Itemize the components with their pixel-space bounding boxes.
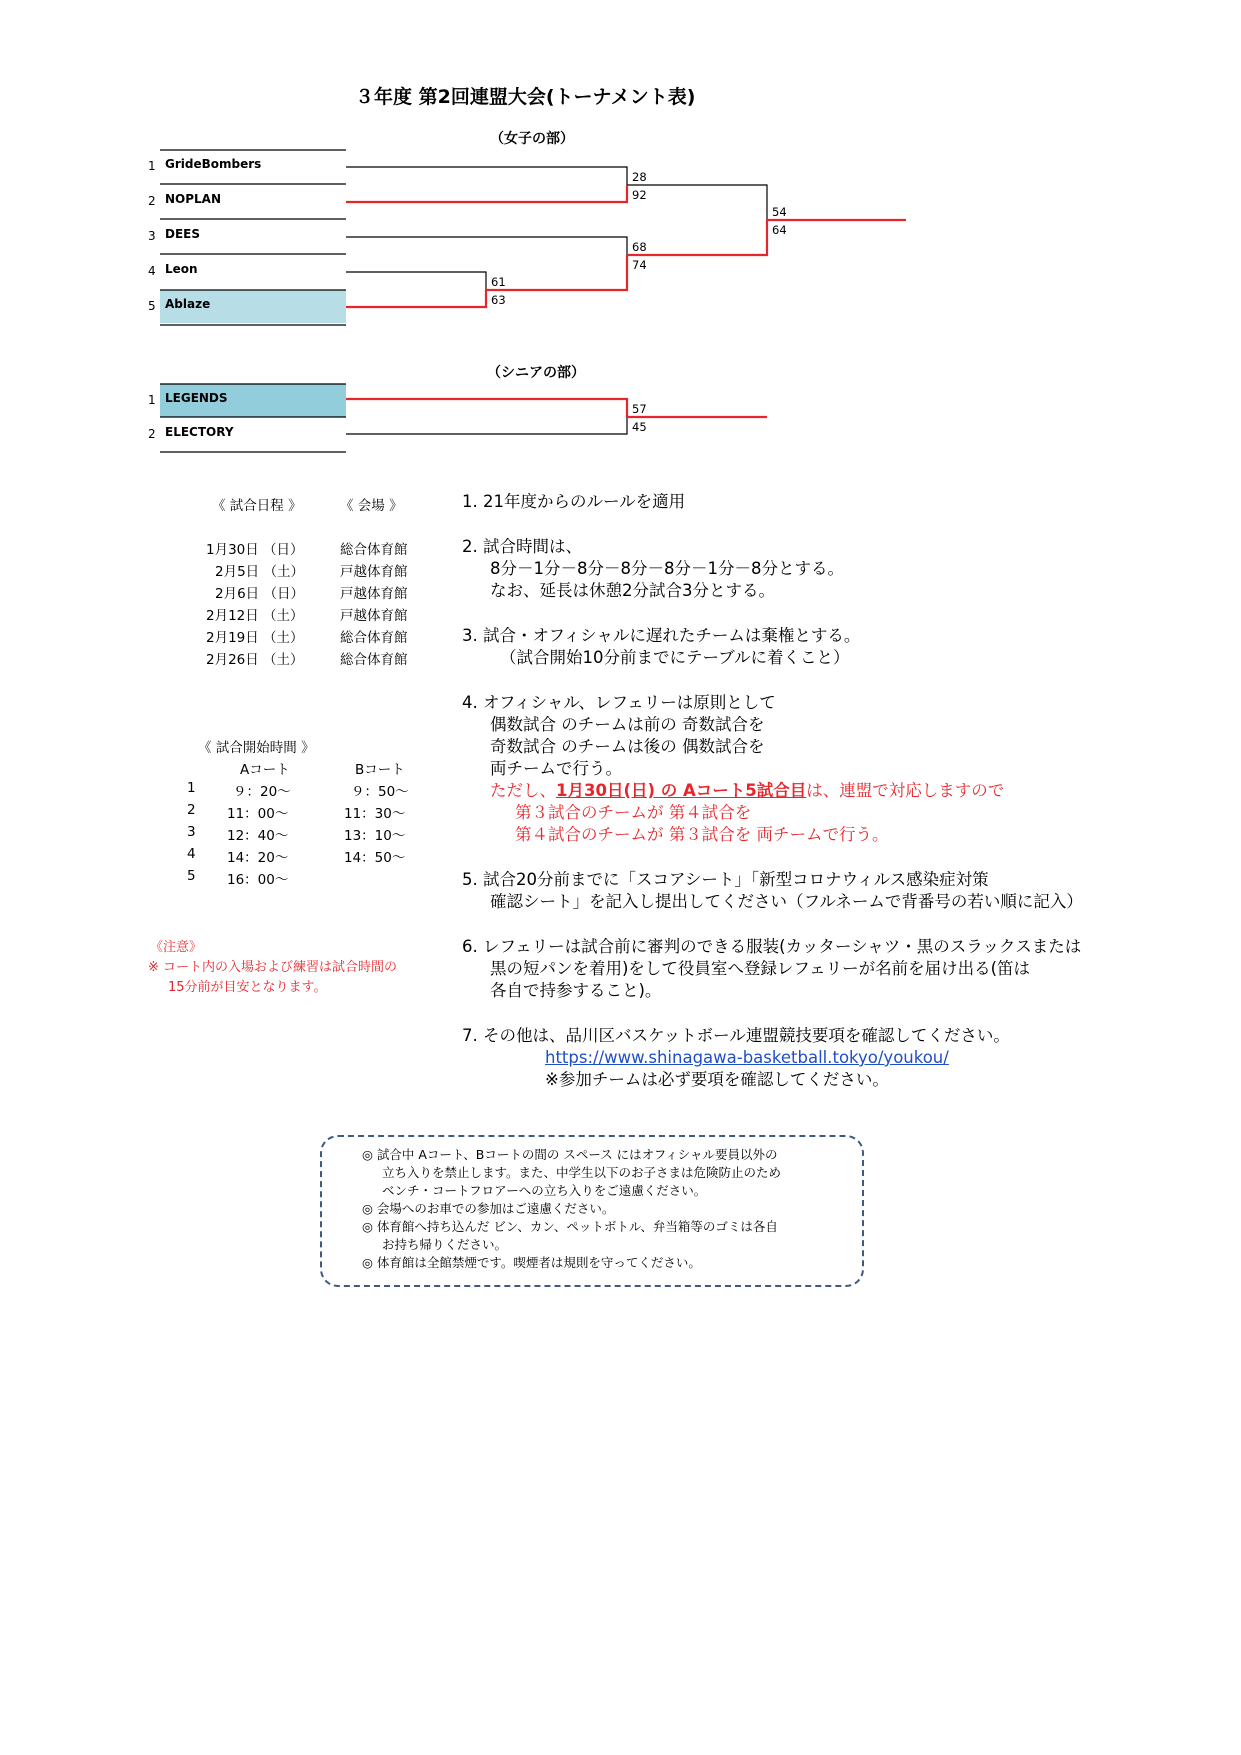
start-times-header: 《 試合開始時間 》 — [198, 740, 315, 756]
rule-4-exception-suffix: は、連盟で対応しますので — [806, 781, 1005, 800]
rule-4-exception-text: 第３試合のチームが 第４試合を — [515, 803, 752, 822]
score-label: 92 — [632, 188, 647, 202]
rule-5-text: 確認シート」を記入し提出してください（フルネームで背番号の若い順に記入） — [490, 892, 1083, 911]
score-label: 45 — [632, 420, 647, 434]
score-label: 74 — [632, 258, 647, 272]
rule-2: 2. 試合時間は、 — [462, 537, 582, 556]
page-title: ３年度 第2回連盟大会(トーナメント表) — [355, 86, 696, 108]
team-name: Leon — [165, 262, 198, 276]
rule-6-text: 各自で持参すること)。 — [490, 981, 662, 1000]
game-number: 3 — [187, 824, 196, 840]
notice-line: 立ち入りを禁止します。また、中学生以下のお子さまは危険防止のため — [382, 1165, 782, 1180]
rule-4-text: 両チームで行う。 — [490, 759, 622, 778]
team-seed: 2 — [148, 427, 156, 441]
schedule-venue: 戸越体育館 — [340, 564, 408, 580]
game-number: 1 — [187, 780, 196, 796]
court-a-time: 16：00～ — [227, 872, 289, 888]
team-seed: 1 — [148, 393, 156, 407]
court-a-header: Aコート — [240, 762, 290, 778]
schedule-date: 2月6日 （日） — [215, 586, 304, 602]
rule-2-text: なお、延長は休憩2分試合3分とする。 — [490, 581, 775, 600]
schedule-date: 2月19日 （土） — [206, 630, 304, 646]
rule-4: 4. オフィシャル、レフェリーは原則として — [462, 693, 776, 712]
team-seed: 2 — [148, 194, 156, 208]
rule-4-text: 奇数試合 のチームは後の 偶数試合を — [490, 737, 765, 756]
court-a-time: 14：20～ — [227, 850, 289, 866]
rule-4-exception — [490, 780, 1004, 802]
schedule-venue: 総合体育館 — [340, 542, 408, 558]
caution-header: 《注意》 — [150, 940, 203, 955]
court-b-time: ９：50～ — [351, 784, 409, 800]
caution-text: ※ コート内の入場および練習は試合時間の — [148, 960, 398, 975]
notice-line: ◎ 体育館へ持ち込んだ ビン、カン、ペットボトル、弁当箱等のゴミは各自 — [362, 1219, 778, 1234]
score-label: 28 — [632, 170, 647, 184]
court-b-time: 11：30～ — [344, 806, 406, 822]
rule-7-text: ※参加チームは必ず要項を確認してください。 — [545, 1070, 889, 1089]
team-seed: 1 — [148, 159, 156, 173]
team-seed: 5 — [148, 299, 156, 313]
team-name: NOPLAN — [165, 192, 222, 206]
schedule-venue-header: 《 会場 》 — [340, 498, 403, 514]
schedule-date: 2月12日 （土） — [206, 608, 304, 624]
senior-bracket-lines — [0, 370, 1241, 460]
notice-line: お持ち帰りください。 — [382, 1237, 508, 1252]
score-label: 57 — [632, 402, 647, 416]
rule-3-text: （試合開始10分前までにテーブルに着くこと） — [500, 648, 850, 667]
score-label: 68 — [632, 240, 647, 254]
senior-heading: （シニアの部） — [487, 365, 585, 381]
rule-4-exception-prefix: ただし、 — [490, 781, 556, 800]
caution-text: 15分前が目安となります。 — [168, 980, 327, 995]
game-number: 5 — [187, 868, 196, 884]
score-label: 64 — [772, 223, 787, 237]
rules-url-link[interactable]: https://www.shinagawa-basketball.tokyo/youkou/ — [545, 1048, 949, 1067]
game-number: 4 — [187, 846, 196, 862]
women-heading: （女子の部） — [490, 131, 574, 147]
schedule-venue: 総合体育館 — [340, 630, 408, 646]
court-a-time: 12：40～ — [227, 828, 289, 844]
team-name: Ablaze — [165, 297, 211, 311]
schedule-date: 1月30日 （日） — [206, 542, 304, 558]
schedule-venue: 総合体育館 — [340, 652, 408, 668]
schedule-venue: 戸越体育館 — [340, 608, 408, 624]
rule-3: 3. 試合・オフィシャルに遅れたチームは棄権とする。 — [462, 626, 861, 645]
court-b-time: 13：10～ — [344, 828, 406, 844]
court-a-time: 11：00～ — [227, 806, 289, 822]
rule-5: 5. 試合20分前までに「スコアシート」「新型コロナウィルス感染症対策 — [462, 870, 989, 889]
team-name: LEGENDS — [165, 391, 228, 405]
notice-line: ◎ 会場へのお車での参加はご遠慮ください。 — [362, 1201, 615, 1216]
team-name: GrideBombers — [165, 157, 262, 171]
court-a-time: ９：20～ — [233, 784, 291, 800]
rule-6: 6. レフェリーは試合前に審判のできる服装(カッターシャツ・黒のスラックスまたは — [462, 937, 1082, 956]
score-label: 61 — [491, 275, 506, 289]
schedule-date-header: 《 試合日程 》 — [212, 498, 302, 514]
team-seed: 4 — [148, 264, 156, 278]
team-name: DEES — [165, 227, 200, 241]
game-number: 2 — [187, 802, 196, 818]
notice-line: ベンチ・コートフロアーへの立ち入りをご遠慮ください。 — [382, 1183, 707, 1198]
schedule-venue: 戸越体育館 — [340, 586, 408, 602]
schedule-date: 2月26日 （土） — [206, 652, 304, 668]
rule-4-exception-date: 1月30日(日) の Aコート5試合目 — [556, 781, 807, 800]
rule-4-exception-text: 第４試合のチームが 第３試合を 両チームで行う。 — [515, 825, 889, 844]
notice-line: ◎ 体育館は全館禁煙です。喫煙者は規則を守ってください。 — [362, 1255, 701, 1270]
notice-line: ◎ 試合中 Aコート、Bコートの間の スペース にはオフィシャル要員以外の — [362, 1147, 778, 1162]
score-label: 63 — [491, 293, 506, 307]
court-b-time: 14：50～ — [344, 850, 406, 866]
score-label: 54 — [772, 205, 787, 219]
schedule-date: 2月5日 （土） — [215, 564, 304, 580]
court-b-header: Bコート — [355, 762, 405, 778]
rule-7: 7. その他は、品川区バスケットボール連盟競技要項を確認してください。 — [462, 1026, 1010, 1045]
team-name: ELECTORY — [165, 425, 234, 439]
rule-6-text: 黒の短パンを着用)をして役員室へ登録レフェリーが名前を届け出る(笛は — [490, 959, 1031, 978]
rule-2-text: 8分－1分－8分－8分－8分－1分－8分とする。 — [490, 559, 844, 578]
rule-1: 1. 21年度からのルールを適用 — [462, 492, 686, 511]
rule-4-text: 偶数試合 のチームは前の 奇数試合を — [490, 715, 765, 734]
team-seed: 3 — [148, 229, 156, 243]
